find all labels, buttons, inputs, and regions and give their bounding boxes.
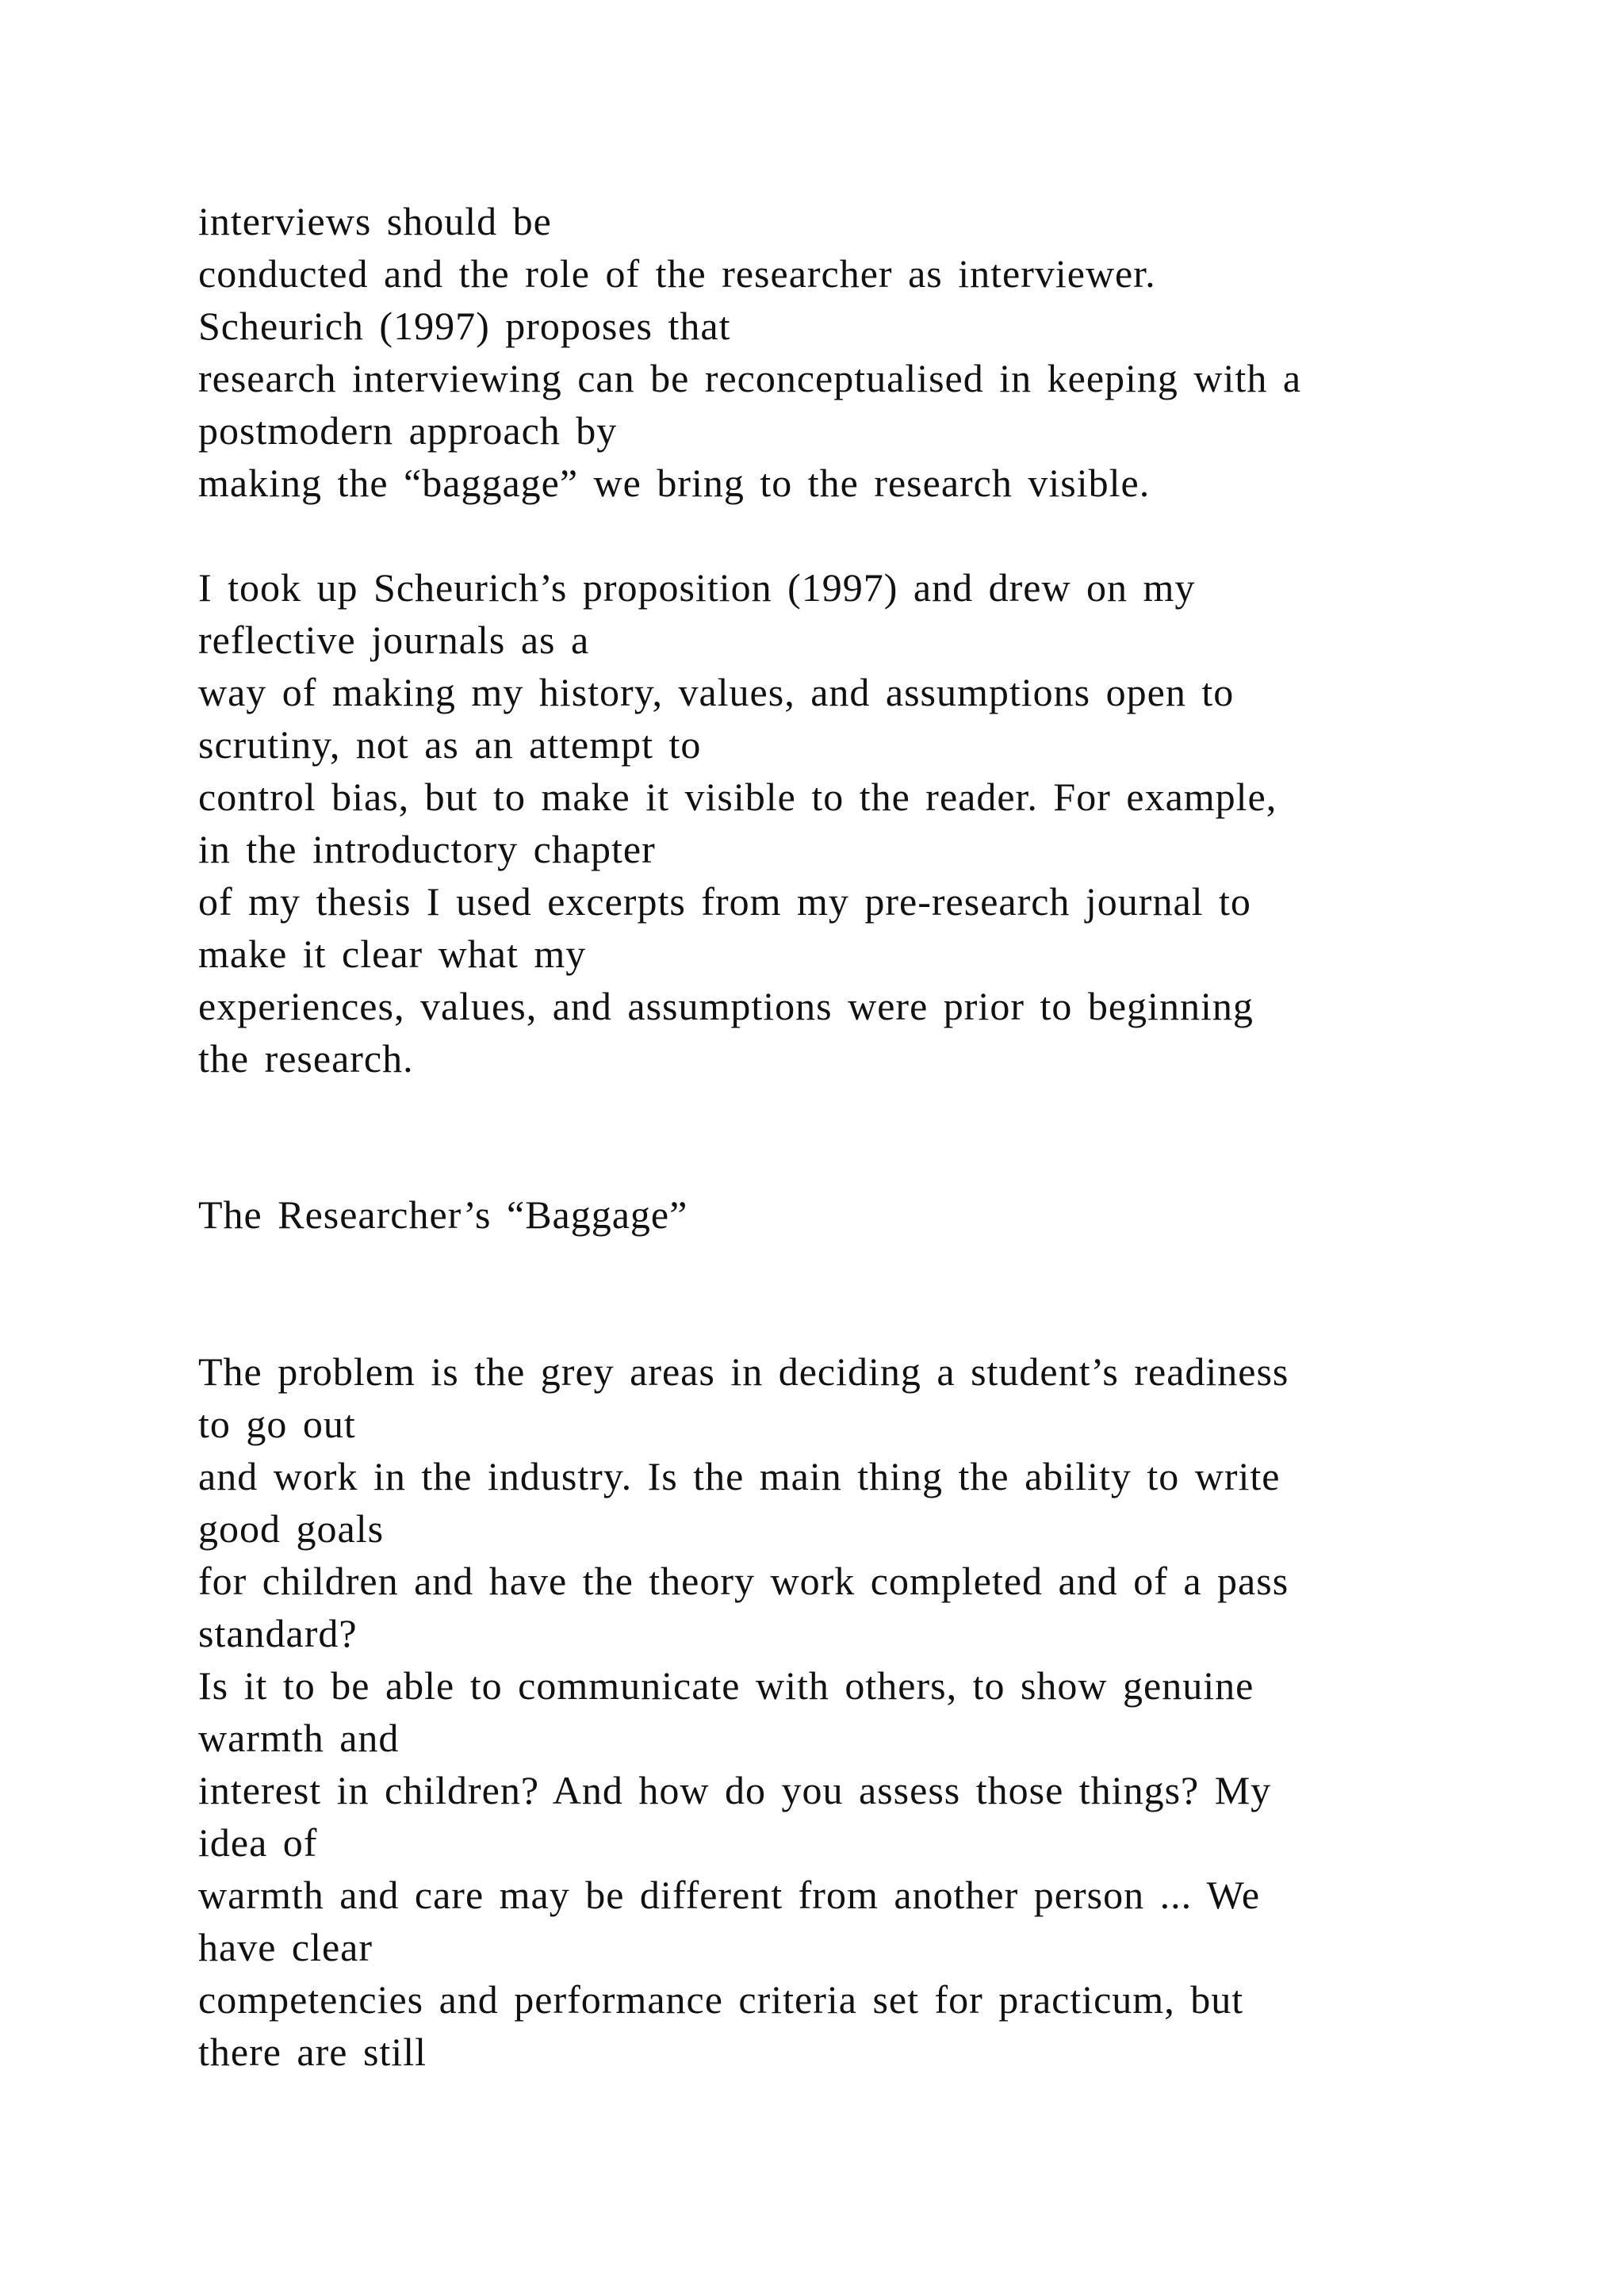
text-line: to go out xyxy=(198,1402,356,1446)
text-line: have clear xyxy=(198,1925,373,1969)
text-line: The problem is the grey areas in deciding a student’s readiness xyxy=(198,1349,1289,1394)
text-line: idea of xyxy=(198,1820,318,1865)
text-line: warmth and xyxy=(198,1716,400,1760)
text-line: standard? xyxy=(198,1611,358,1655)
text-line: scrutiny, not as an attempt to xyxy=(198,722,702,767)
text-line: interest in children? And how do you assess those things? My xyxy=(198,1768,1272,1812)
text-line: control bias, but to make it visible to the reader. For example, xyxy=(198,775,1277,819)
section-heading: The Researcher’s “Baggage” xyxy=(198,1192,688,1237)
text-line: warmth and care may be different from another person ... We xyxy=(198,1873,1261,1917)
text-line: research interviewing can be reconceptualised in keeping with a xyxy=(198,356,1302,400)
text-line: in the introductory chapter xyxy=(198,827,656,871)
text-line: way of making my history, values, and assumptions open to xyxy=(198,670,1235,714)
text-line: conducted and the role of the researcher as interviewer. xyxy=(198,251,1156,296)
text-line: experiences, values, and assumptions were prior to beginning xyxy=(198,984,1254,1028)
text-line: postmodern approach by xyxy=(198,408,618,453)
text-line: reflective journals as a xyxy=(198,618,590,662)
text-line: interviews should be xyxy=(198,199,552,243)
text-line: make it clear what my xyxy=(198,932,587,976)
text-line: I took up Scheurich’s proposition (1997) and drew on my xyxy=(198,565,1196,610)
text-line: competencies and performance criteria set for practicum, but xyxy=(198,1977,1244,2022)
text-line: Scheurich (1997) proposes that xyxy=(198,304,731,348)
text-line: making the “baggage” we bring to the research visible. xyxy=(198,461,1151,505)
text-line: there are still xyxy=(198,2030,427,2074)
text-line: and work in the industry. Is the main thing the ability to write xyxy=(198,1454,1281,1498)
text-line: the research. xyxy=(198,1036,414,1081)
text-line: for children and have the theory work completed and of a pass xyxy=(198,1559,1289,1603)
text-line: of my thesis I used excerpts from my pre-research journal to xyxy=(198,879,1251,924)
text-line: good goals xyxy=(198,1506,385,1551)
text-line: Is it to be able to communicate with others, to show genuine xyxy=(198,1663,1254,1708)
